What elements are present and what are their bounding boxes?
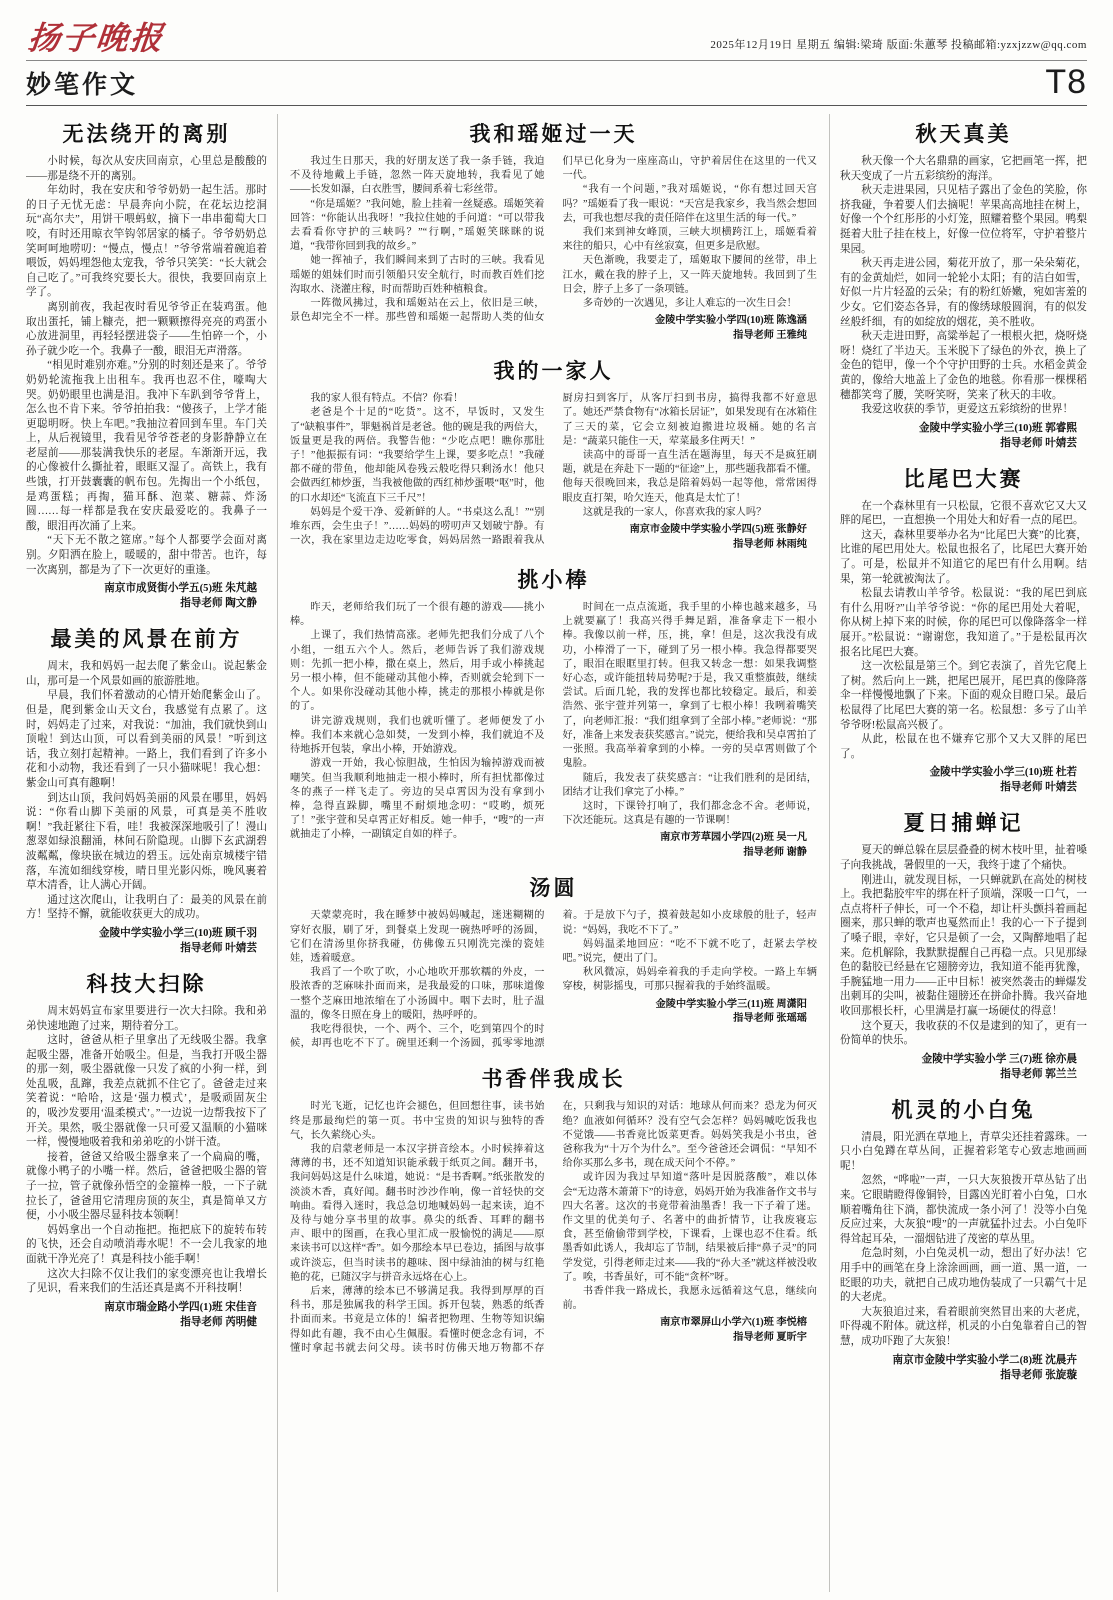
byline-teacher: 指导老师 张瑶瑶 xyxy=(733,1013,807,1025)
article-pick-up-sticks xyxy=(290,564,817,860)
article-title: 科技大扫除 xyxy=(86,972,207,996)
article-byline xyxy=(840,421,1087,451)
article-byline xyxy=(26,581,267,611)
paragraph: 周末，我和妈妈一起去爬了紫金山。说起紫金山，那可是一个风景如画的旅游胜地。 xyxy=(26,661,267,687)
page-number: T8 xyxy=(1045,63,1087,101)
byline-teacher: 指导老师 芮明健 xyxy=(180,1316,257,1328)
article-tangyuan xyxy=(290,872,817,1051)
page-header xyxy=(26,8,1087,106)
article-byline xyxy=(26,926,267,956)
byline-teacher: 指导老师 叶婧芸 xyxy=(180,942,257,954)
paragraph: 老爸是个十足的“吃货”。这不，早饭时，又发生了“缺粮事件”，罪魁祸首是老爸。他的碗是我的两倍大，饭量更是我的两倍。我警告他：“少吃点吧！瞧你那肚子！”他振振有词：“我要给学生上课，要多吃点！”我碰都不碰的带鱼，他却能风卷残云般吃得只剩汤水！他只会做西红柿炒蛋，当我被他做的西红柿炒蛋喂“呕”时，他的口水却还“飞流直下三千尺”！ xyxy=(290,407,545,504)
byline-school: 南京市翠屏山小学六(1)班 李悦榕 xyxy=(660,1317,807,1329)
paragraph: 游戏一开始，我心惊胆战，生怕因为输掉游戏而被嘲笑。但当我顺利地抽走一根小棒时，所有担忧都像过冬的燕子一样飞走了。旁边的吴卓霄因为没有拿到小棒，急得直跺脚，嘴里不耐烦地念叨：“哎哟，烦死了！”张宇萱和吴卓霄正好相反。她一伸手，“嗖”的一声就抽走了小棒，一副镇定自如的样子。 xyxy=(290,758,545,841)
paragraph: “你是瑶姬？”我问她，脸上挂着一丝疑惑。瑶姬笑着回答：“你能认出我呀！”我拉住她的手问道：“可以带我去看看你守护的三峡吗？”“行啊，”瑶姬笑眯眯的说道，“我带你回到我的故乡。” xyxy=(290,198,545,253)
byline-teacher: 指导老师 陶文静 xyxy=(180,598,257,610)
paragraph: 刚进山，就发现目标，一只蝉就趴在高处的树枝上。我把黏胶牢牢的绑在杆子顶端，深吸一口气，一点点将杆子伸长，可一个不稳，却让杆头颤抖着画起圈来，那只蝉的歌声也戛然而止！我的心一下子提到了嗓子眼，幸好，它只是顿了一会，又陶醉地唱了起来。危机解除，我默默提醒自己再稳一点。只见那绿色的黏胶已经悬在它翅膀旁边，我知道不能再犹豫，手腕猛地一用力——正中目标！被突然袭击的蝉爆发出刺耳的尖叫，被黏住翅膀还在拼命扑腾。我兴奋地收回那根长杆，心里满是打赢一场硬仗的得意！ xyxy=(840,874,1087,1017)
article-body xyxy=(290,909,817,1051)
article-body xyxy=(26,660,267,923)
paragraph: 在一个森林里有一只松鼠，它很不喜欢它又大又胖的尾巴，一直想换一个用处大和好看一点的尾巴。 xyxy=(840,500,1087,527)
paragraph: 讲完游戏规则，我们也就听懂了。老师便发了小棒。我们本来就心急如焚，一发到小棒，我们就迫不及待地拆开包装，拿出小棒，开始游戏。 xyxy=(290,715,545,756)
paragraph: 松鼠去请教山羊爷爷。松鼠说：“我的尾巴到底有什么用呀?”山羊爷爷说：“你的尾巴用处大着呢，你从树上掉下来的时候，你的尾巴可以像降落伞一样展开。”松鼠说：“谢谢您，我知道了。”于是松鼠再次报名比尾巴大赛。 xyxy=(840,588,1087,658)
byline-teacher: 指导老师 郭兰兰 xyxy=(1000,1068,1077,1080)
byline-school: 金陵中学实验小学三(10)班 杜若 xyxy=(929,767,1077,779)
article-title: 我和瑶姬过一天 xyxy=(469,123,638,146)
paragraph: 随后，我发表了获奖感言：“让我们胜利的是团结，团结才让我们拿完了小棒。” xyxy=(562,772,817,798)
paragraph: 我们来到神女峰顶，三峡大坝横跨江上，瑶姬看着来往的船只，心中有丝寂寞，但更多是欣慰。 xyxy=(562,227,817,253)
paragraph: 从此，松鼠在也不嫌弃它那个又大又胖的尾巴了。 xyxy=(840,734,1087,760)
section-title: 妙笔作文 xyxy=(26,70,139,99)
paragraph: 后来，薄薄的绘本已不够满足我。我得到厚厚的百科书，那是独属我的科学王国。拆开包装，熟悉的纸香扑面而来。书竟是立体的！编者把物理、生物等知识编得如此有趣，我不由心生佩服。看懂时便念念有词，不懂时拿起书就去问父母。读书时仿佛天地万物都不存在，只剩我与知识的对话：地球从何而来？恐龙为何灭绝？血液如何循环？没有空气会怎样？妈妈喊吃饭我也不觉饿——书香竟比饭菜更香。妈妈笑我是小书虫，爸爸称我为“十万个为什么”。至今爸爸还会调侃：“早知不给你买那么多书，现在成天问个不停。” xyxy=(290,1101,817,1354)
paragraph: 小时候，每次从安庆回南京，心里总是酸酸的——那是绕不开的离别。 xyxy=(26,156,267,182)
paragraph: 妈妈温柔地回应：“吃不下就不吃了，赶紧去学校吧。”说完，便出了门。 xyxy=(562,938,817,964)
byline-teacher: 指导老师 叶婧芸 xyxy=(1000,782,1077,794)
article-title: 我的一家人 xyxy=(493,360,614,384)
paragraph: 我过生日那天，我的好朋友送了我一条手链，我迫不及待地戴上手链，忽然一阵天旋地转，我看见了她——长发如瀑，白衣胜雪，腰间系着七彩丝带。 xyxy=(290,156,545,196)
article-body xyxy=(290,392,817,552)
paragraph: 接着，爸爸又给吸尘器拿来了一个扁扁的嘴，就像小鸭子的小嘴一样。然后，爸爸把吸尘器的管子一拉，管子就像孙悟空的金箍棒一般，一下子就拉长了，爸爸用它清理房顶的灰尘，真是简单又方便，小小吸尘器尽显科技本领啊！ xyxy=(26,1151,267,1222)
paragraph: 周末妈妈宣布家里要进行一次大扫除。我和弟弟快速地跑了过来，期待着分工。 xyxy=(26,1005,267,1032)
paragraph: 书香伴我一路成长，我愿永远循着这气息，继续向前。 xyxy=(562,1285,817,1312)
paragraph: 这就是我的一家人，你喜欢我的家人吗？ xyxy=(582,506,767,518)
article-title: 汤圆 xyxy=(529,877,578,901)
article-title: 最美的风景在前方 xyxy=(50,628,243,652)
article-body xyxy=(290,1100,817,1356)
paragraph: 这时，爸爸从柜子里拿出了无线吸尘器。我拿起吸尘器，准备开始吸尘。但是，当我打开吸尘器的那一刻，吸尘器就像一只发了疯的小狗一样，到处乱吸，乱蹿，我差点就抓不住它了。爸爸走过来笑着说：“哈哈，这是‘强力模式’，是吸顽固灰尘的，吸沙发要用‘温柔模式’。”一边说一边帮我按下了开关。果然，吸尘器就像一只可爱又温顺的小猫咪一样，慢慢地吸着我和弟弟吃的小饼干渣。 xyxy=(26,1035,267,1149)
paragraph: “天下无不散之筵席。”每个人都要学会面对离别。夕阳洒在脸上，暖暖的，甜中带苦。也许，每一次离别，都是为了下一次更好的重逢。 xyxy=(26,535,267,576)
byline-teacher: 指导老师 王雅纯 xyxy=(733,329,807,341)
article-body xyxy=(26,155,267,578)
paragraph: 早晨，我们怀着激动的心情开始爬紫金山了。但是，爬到紫金山天文台，我感觉有点累了。这时，妈妈走了过来，对我说：“加油，我们就快到山顶啦！到达山顶，可以看到美丽的风景！”听到这话，我立刻打起精神。一路上，我们看到了许多小花和小动物，我还看到了一只小猫咪呢！我心想：紫金山可真有趣啊！ xyxy=(26,690,267,789)
section-row xyxy=(26,60,1087,106)
paragraph: 一阵微风拂过，我和瑶姬站在云上，依旧是三峡，景色却完全不一样。那些曾和瑶姬一起帮助人类的仙女们早已化身为一座座高山，守护着居住在这里的一代又一代。 xyxy=(290,156,817,324)
article-title: 挑小棒 xyxy=(517,569,590,593)
paragraph: 这天，森林里要举办名为“比尾巴大赛”的比赛，比谁的尾巴用处大。松鼠也报名了，比尾巴大赛开始了。可是，松鼠并不知道它的尾巴有什么用啊。结果，第一轮就被淘汰了。 xyxy=(840,529,1087,585)
column-right xyxy=(830,114,1087,1592)
article-tech-cleaning xyxy=(26,968,267,1330)
paragraph: 我的家人很有特点。不信？你看！ xyxy=(310,393,464,405)
page-content xyxy=(26,114,1087,1592)
byline-teacher: 指导老师 林雨纯 xyxy=(733,538,807,550)
paragraph: 妈妈拿出一个自动拖把。拖把底下的旋转布转的飞快，还会自动喷消毒水呢！不一会儿我家的地面就干净光亮了！真是科技小能手啊！ xyxy=(26,1224,267,1265)
article-best-scenery xyxy=(26,623,267,956)
byline-school: 南京市金陵中学实验小学四(5)班 张静好 xyxy=(629,524,807,536)
byline-teacher: 指导老师 叶婧芸 xyxy=(1000,437,1077,449)
paragraph: 清晨，阳光洒在草地上，青草尖还挂着露珠。一只小白兔蹲在草丛间，正握着彩笔专心致志地画画呢！ xyxy=(840,1131,1087,1172)
article-byline xyxy=(563,998,818,1027)
article-title: 无法绕开的离别 xyxy=(62,123,231,146)
article-byline xyxy=(840,1052,1087,1082)
column-left xyxy=(26,114,278,1592)
article-body xyxy=(26,1005,267,1297)
paragraph: 大灰狼追过来，看着眼前突然冒出来的大老虎，吓得魂不附体。就这样，机灵的小白兔靠着自己的智慧，成功吓跑了大灰狼！ xyxy=(840,1306,1087,1347)
paragraph: 妈妈是个爱干净、爱新鲜的人。“书桌这么乱！”“别堆东西，会生虫子！”……妈妈的唠叨声又划破宁静。有一次，我在家里边走边吃零食，妈妈居然一路跟着我从厨房扫到客厅，从客厅扫到书房，搞得我都不好意思了。她还严禁食物有“冰箱长居证”，如果发现有在冰箱住了三天的菜，它会立刻被迫搬进垃圾桶。她的名言是：“蔬菜只能住一天，荤菜最多住两天！” xyxy=(290,393,817,547)
byline-school: 南京市芳草园小学四(2)班 吴一凡 xyxy=(660,832,807,844)
article-yaoji-day xyxy=(290,118,817,343)
paragraph: 这时，下课铃打响了，我们都念念不舍。老师说，下次还能玩。这真是有趣的一节课啊！ xyxy=(562,800,817,827)
paragraph: 我舀了一个吹了吹，小心地吹开那软糯的外皮，一股浓香的芝麻味扑面而来，是我最爱的口味，那味道像一整个芝麻田地浓缩在了小汤圆中。咽下去时，肚子温温的，像冬日照在身上的暖阳，热呼呼的。 xyxy=(290,967,545,1021)
paragraph: 我吃得很快，一个、两个、三个，吃到第四个的时候，却再也吃不下了。碗里还剩一个汤圆，孤零零地漂着。于是放下勺子，摸着鼓起如小皮球般的肚子，轻声说：“妈妈，我吃不下了。” xyxy=(290,910,817,1050)
article-body xyxy=(840,1131,1087,1350)
byline-school: 金陵中学实验小学三(10)班 郭睿熙 xyxy=(918,422,1077,434)
paragraph: 危急时刻，小白兔灵机一动，想出了好办法！它用手中的画笔在身上涂涂画画，画一道、黑一道，一眨眼的功夫，就把自己成功地伪装成了一只霸气十足的大老虎。 xyxy=(840,1248,1087,1304)
article-autumn-beauty xyxy=(840,118,1087,451)
article-paragraphs xyxy=(290,909,817,1051)
byline-teacher: 指导老师 张旋璇 xyxy=(1000,1369,1077,1381)
article-byline xyxy=(26,1300,267,1330)
article-byline xyxy=(563,314,818,343)
masthead-row xyxy=(26,8,1087,57)
paragraph: 上课了，我们热情高涨。老师先把我们分成了八个小组，一组五六个人。然后，老师告诉了我们游戏规则：先抓一把小棒，撒在桌上，然后，用手或小棒挑起另一根小棒，但不能碰动其他小棒，否则就会轮到下一个人。如果你没碰动其他小棒，挑走的那根小棒就是你的了。 xyxy=(290,630,545,713)
byline-school: 金陵中学实验小学 三(7)班 徐亦晨 xyxy=(921,1053,1077,1065)
article-body xyxy=(290,601,817,860)
article-title: 比尾巴大赛 xyxy=(903,467,1024,491)
article-byline xyxy=(563,831,818,860)
article-body xyxy=(840,155,1087,418)
paragraph: 通过这次爬山，让我明白了：最美的风景在前方！坚持不懈，就能收获更大的成功。 xyxy=(26,894,267,921)
article-body xyxy=(290,155,817,343)
paragraph: 这个夏天，我收获的不仅是逮到的知了，更有一份简单的快乐。 xyxy=(840,1020,1087,1047)
byline-teacher: 指导老师 夏昕宇 xyxy=(733,1331,807,1343)
paragraph: 天蒙蒙亮时，我在睡梦中被妈妈喊起，迷迷糊糊的穿好衣服，刷了牙，到餐桌上发现一碗热呼呼的汤圆，它们在清汤里你挤我碰，仿佛像五只刚洗完澡的瓷娃娃，透着暖意。 xyxy=(290,910,545,964)
article-clever-rabbit xyxy=(840,1094,1087,1383)
paragraph: 昨天，老师给我们玩了一个很有趣的游戏——挑小棒。 xyxy=(290,602,545,628)
byline-school: 金陵中学实验小学三(11)班 周潇阳 xyxy=(655,998,807,1010)
paragraph: 忽然，“哗啦”一声，一只大灰狼拨开草丛钻了出来。它眼睛瞪得像铜铃，目露凶光盯着小白兔，口水顺着嘴角往下淌，都快流成一条小河了！没等小白兔反应过来，大灰狼“嗖”的一声就猛扑过去。小白兔吓得耸起耳朵，一溜烟钻进了茂密的草丛里。 xyxy=(840,1175,1087,1245)
dateline: 2025年12月19日 星期五 编辑:梁琦 版面:朱蕙琴 投稿邮箱:yzxjzzw@qq.com xyxy=(710,39,1087,51)
article-title: 书香伴我成长 xyxy=(481,1068,626,1092)
article-title: 秋天真美 xyxy=(915,123,1012,146)
byline-school: 南京市金陵中学实验小学二(8)班 沈晨卉 xyxy=(892,1354,1077,1366)
article-my-family xyxy=(290,355,817,552)
article-book-fragrance xyxy=(290,1063,817,1356)
paragraph: 她一挥袖子，我们瞬间来到了古时的三峡。我看见瑶姬的姐妹们时而引领船只安全航行，时而教百姓们挖沟取水、浇灌庄稼，时而帮助百姓种植粮食。 xyxy=(290,255,545,295)
article-cicada-catching xyxy=(840,807,1087,1081)
paragraph: 秋天走进果园，只见桔子露出了金色的笑脸，你挤我碰，争着要人们去摘呢！苹果高高地挂在树上，好像一个个红彤彤的小灯笼，照耀着整个果园。鸭梨挺着大肚子挂在枝上，好像一位位将军，守护着整片果园。 xyxy=(840,185,1087,255)
article-body xyxy=(840,500,1087,763)
column-middle xyxy=(278,114,830,1592)
byline-school: 金陵中学实验小学四(10)班 陈逸涵 xyxy=(655,315,807,327)
article-tail-contest xyxy=(840,463,1087,796)
paragraph: 年幼时，我在安庆和爷爷奶奶一起生活。那时的日子无忧无虑：早晨奔向小院，在花坛边挖洞玩“高尔夫”，用饼干喂蚂蚁，摘下一串串葡萄大口咬，有时还用晾衣竿钩邻居家的橘子。爷爷奶奶总笑呵呵地唠叨：“慢点，慢点！”爷爷常端着碗追着喂饭，妈妈埋怨他太宠我，爷爷只笑笑：“长大就会自己吃了。”可我终究要长大。很快，我要回南京上学了。 xyxy=(26,185,267,299)
paragraph: 或许因为我过早知道“落叶是因脱落酸”，难以体会“无边落木萧萧下”的诗意，妈妈开始为我准备作文书与四大名著。这次的书竟带着油墨香！我一下子着了迷。作文里的优美句子、名著中的曲折情节，让我废寝忘食，甚至偷偷带到学校，下课看，上课也忍不住看。纸墨香如此诱人，我却忘了节制，结果被后排“鼻子灵”的同学发觉，引得老师走过来——我的“孙大圣”就这样被没收了。唉，书香虽好，可不能“贪杯”呀。 xyxy=(562,1172,817,1283)
article-title: 夏日捕蝉记 xyxy=(903,812,1024,836)
paragraph: 多奇妙的一次遇见，多让人难忘的一次生日会！ xyxy=(582,298,797,310)
masthead-logo: 扬子晚报 xyxy=(26,19,167,57)
paragraph: 读高中的哥哥一直生活在题海里，每天不是疯狂刷题，就是在奔赴下一题的“征途”上，那些题我都看不懂。他每天很晚回来，我总是陪着妈妈一起等他，常常困得眼皮直打架，哈欠连天，他真是太忙了！ xyxy=(562,450,817,504)
paragraph: “我有一个问题，”我对瑶姬说，“你有想过回天宫吗？”瑶姬看了我一眼说：“天宫是我家乡，我当然会想回去，可我也想尽我的责任陪伴在这里生活的每一代。” xyxy=(562,184,817,224)
paragraph: 天色渐晚，我要走了，瑶姬取下腰间的丝带，串上江水，戴在我的脖子上，又一阵天旋地转。我回到了生日会，脖子上多了一条项链。 xyxy=(562,255,817,295)
paragraph: 秋风微凉，妈妈牵着我的手走向学校。一路上车辆穿梭，树影摇曳，可那只握着我的手始终温暖。 xyxy=(562,967,817,993)
paragraph: 我爱这收获的季节，更爱这五彩缤纷的世界！ xyxy=(861,404,1074,416)
paragraph: 这次大扫除不仅让我们的家变漂亮也让我增长了见识，看来我们的生活还真是离不开科技啊！ xyxy=(26,1268,267,1295)
byline-school: 金陵中学实验小学三(10)班 顾千羽 xyxy=(98,927,257,939)
byline-school: 南京市瑞金路小学四(1)班 宋佳音 xyxy=(104,1301,257,1313)
paragraph: 时间在一点点流逝，我手里的小棒也越来越多，马上就要赢了！我高兴得手舞足蹈，准备拿走下一根小棒。我像以前一样，压，挑，拿！但是，这次我没有成功，小棒滑了一下，碰到了另一根小棒。我急得都要哭了，眼泪在眼眶里打转。但我又转念一想：如果我调整好心态，或许能扭转局势呢?于是，我又重整旗鼓，继续尝试。后面几轮，我的发挥也都比较稳定。最后，和姜浩然、张宇萱并列第一，拿到了七根小棒！我咧着嘴笑了，向老师汇报：“我们组拿到了全部小棒。”老师说：“那好，准备上来发表获奖感言。”说完，便给我和吴卓霄拍了一张照。我高举着拿到的小棒。一旁的吴卓霄则做了个鬼脸。 xyxy=(562,602,817,770)
article-farewell xyxy=(26,118,267,611)
paragraph: 时光飞逝，记忆也许会褪色，但回想往事，读书始终是那最绚烂的第一页。书中宝贵的知识与独特的香气，长久萦绕心头。 xyxy=(290,1101,545,1141)
paragraph: 离别前夜，我起夜时看见爷爷正在装鸡蛋。他取出蛋托，铺上糠壳，把一颗颗擦得亮亮的鸡蛋小心放进洞里，再轻轻摆进袋子——生怕碎一个，小孙子就少吃一个。我鼻子一酸，眼泪无声滑落。 xyxy=(26,301,267,357)
article-paragraphs xyxy=(290,601,817,860)
article-byline xyxy=(563,523,818,552)
paragraph: 夏天的蝉总躲在层层叠叠的树木枝叶里，扯着嗓子向我挑战，暑假里的一天，我终于逮了个痛快。 xyxy=(840,845,1087,871)
article-byline xyxy=(840,765,1087,795)
byline-teacher: 指导老师 谢静 xyxy=(743,846,807,858)
byline-school: 南京市成贤街小学五(5)班 朱芃越 xyxy=(104,583,257,595)
paragraph: 秋天再走进公园，菊花开放了，那一朵朵菊花，有的金黄灿烂，如同一轮轮小太阳；有的洁白如雪，好似一片片轻盈的云朵；有的粉红娇嫩，宛如害羞的少女。它们姿态各异，有的像绣球般圆润，有的似发丝般纤细，有的如绽放的烟花，美不胜收。 xyxy=(840,258,1087,328)
article-body xyxy=(840,844,1087,1048)
paragraph: 秋天像一个大名鼎鼎的画家，它把画笔一挥，把秋天变成了一片五彩缤纷的海洋。 xyxy=(840,156,1087,182)
paragraph: 我的启蒙老师是一本汉字拼音绘本。小时候捧着这薄薄的书，还不知道知识能承载于纸页之间。翻开书，我问妈妈这是什么味道，她说：“是书香啊。”纸张散发的淡淡木香，真好闻。翻书时沙沙作响，像一首轻快的交响曲。看得入迷时，我总急切地喊妈妈一起来读，迫不及待与她分享书里的故事。鼻尖的纸香、耳畔的翻书声、眼中的图画，在我心里汇成一股愉悦的满足——原来读书可以这样“香”。如今那绘本早已卷边，插图与故事或许淡忘，但当时读书的趣味、图中绿油油的树与红艳艳的花，已随汉字与拼音永远烙在心上。 xyxy=(290,1143,545,1283)
article-byline xyxy=(563,1316,818,1345)
article-byline xyxy=(840,1353,1087,1383)
paragraph: 这一次松鼠是第三个。到它表演了，首先它爬上了树。然后向上一跳，把尾巴展开，尾巴真的像降落伞一样慢慢地飘了下来。下面的观众目瞪口呆。最后松鼠得了比尾巴大赛的第一名。松鼠想：多亏了山羊爷爷呀!松鼠高兴极了。 xyxy=(840,661,1087,731)
article-title: 机灵的小白兔 xyxy=(891,1098,1036,1122)
paragraph: 秋天走进田野，高粱举起了一根根火把，烧呀烧呀！烧红了半边天。玉米脱下了绿色的外衣，换上了金色的铠甲，像一个个守护田野的士兵。水稻金黄金黄的，像给大地盖上了金色的地毯。你看那一棵棵稻穗都笑弯了腰，笑呀笑呀，笑来了秋天的丰收。 xyxy=(840,331,1087,401)
paragraph: “相见时难别亦难。”分别的时刻还是来了。爷爷奶奶轮流拖我上出租车。我再也忍不住，嚎啕大哭。奶奶眼里也满是泪。我冲下车趴到爷爷背上，怎么也不肯下来。爷爷拍拍我：“傻孩子，上学才能更聪明呀。快上车吧。”我抽泣着回到车里。车门关上，从后视镜里，我看见爷爷苍老的身影静静立在老屋前——那装满我快乐的老屋。车渐渐开远，我的心像被什么撕扯着，眼眶又湿了。高铁上，我有些饿，打开鼓囊囊的帆布包。先掏出一个小纸包，是鸡蛋糕；再掏，猫耳酥、泡菜、糖蒜、炸汤圆……每一样都是我在安庆最爱吃的。我鼻子一酸，眼泪再次涌了上来。 xyxy=(26,360,267,532)
paragraph: 到达山顶，我问妈妈美丽的风景在哪里，妈妈说：“你看山脚下美丽的风景，可真是美不胜收啊！”我赶紧往下看，哇！我被深深地吸引了！漫山葱翠如绿浪翻涌，林间石阶隐现。山脚下玄武湖碧波粼粼，像块嵌在城边的碧玉。远处南京城楼宇错落，车流如细线穿梭，晴日里光影闪烁，晚风裹着草木清香，让人满心开阔。 xyxy=(26,792,267,892)
